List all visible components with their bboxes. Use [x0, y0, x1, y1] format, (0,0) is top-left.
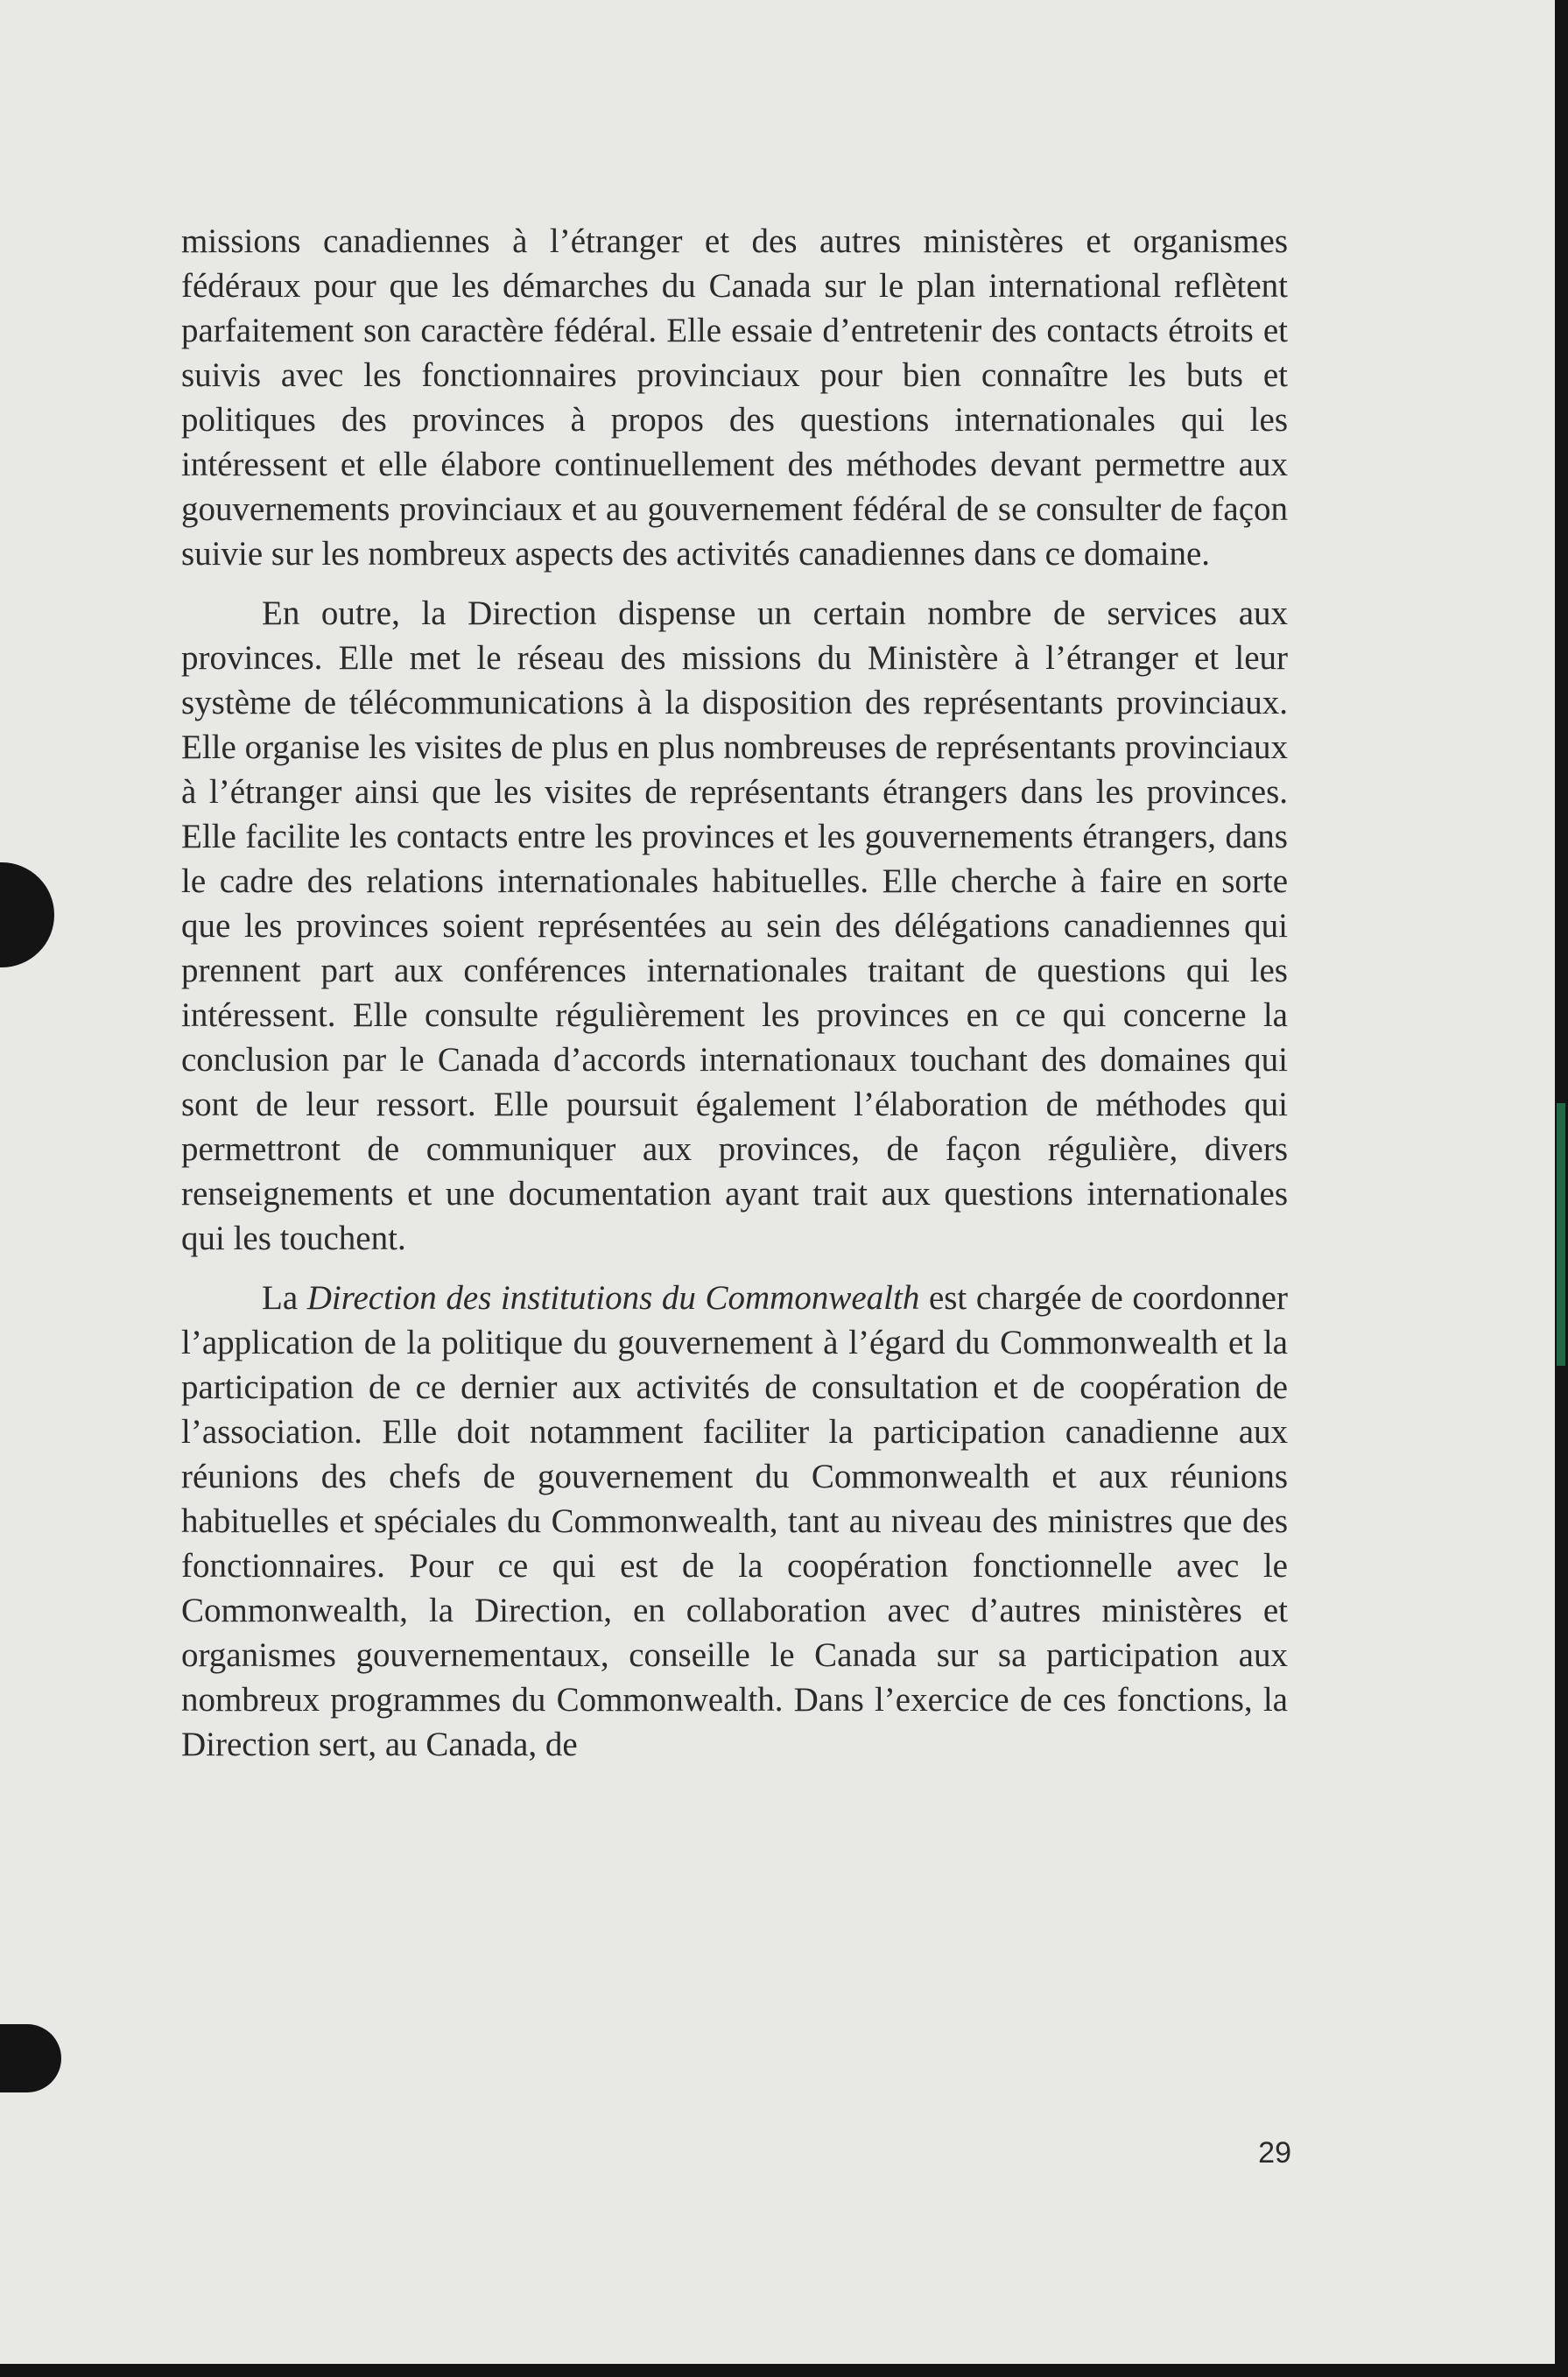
paragraph-1: missions canadiennes à l’étranger et des autres ministères et organismes fédéraux pour que les démarches du Canada sur le plan international reflètent parfaitement son caractère fédéral. Elle essaie d’entretenir des contacts étroits et suivis avec les fonctionnaires provinciaux pour bien connaître les buts et politiques des provinces à propos des questions internationales qui les intéressent et elle élabore continuellement des méthodes devant permettre aux gouvernements provinciaux et au gouvernement fédéral de se consulter de façon suivie sur les nombreux aspects des activités canadiennes dans ce domaine.	[181, 222, 1288, 573]
paragraph-3-rest: est chargée de coordonner l’application de la politique du gouvernement à l’égard du Commonwealth et la participation de ce dernier aux activités de consultation et de coopération de l’association. Elle doit notamment faciliter la participation canadienne aux réunions des chefs de gouvernement du Commonwealth et aux réunions habituelles et spéciales du Commonwealth, tant au niveau des ministres que des fonctionnaires. Pour ce qui est de la coopération fonctionnelle avec le Commonwealth, la Direction, en collaboration avec d’autres ministères et organismes gouvernementaux, conseille le Canada sur sa participation aux nombreux programmes du Commonwealth. Dans l’exercice de ces fonctions, la Direction sert, au Canada, de	[181, 1279, 1288, 1763]
page-edge-tab	[1557, 1103, 1565, 1366]
binder-hole-top	[0, 862, 54, 967]
paragraph-3-italic-term: Direction des institutions du Commonwealth	[306, 1279, 920, 1317]
page-number: 29	[1258, 2136, 1291, 2170]
body-text	[181, 219, 1288, 1782]
binder-hole-bottom	[0, 2024, 61, 2092]
page-edge-bottom	[0, 2364, 1568, 2377]
paragraph-3	[181, 1276, 1288, 1767]
paragraph-3-lead: La	[262, 1279, 307, 1317]
paragraph-2: En outre, la Direction dispense un certain nombre de services aux provinces. Elle met le réseau des missions du Ministère à l’étranger et leur système de télécommunications à la disposition des représentants provinciaux. Elle organise les visites de plus en plus nombreuses de représentants provinciaux à l’étranger ainsi que les visites de représentants étrangers dans les provinces. Elle facilite les contacts entre les provinces et les gouvernements étrangers, dans le cadre des relations internationales habituelles. Elle cherche à faire en sorte que les provinces soient représentées au sein des délégations canadiennes qui prennent part aux conférences internationales traitant de questions qui les intéressent. Elle consulte régulièrement les provinces en ce qui concerne la conclusion par le Canada d’accords internationaux touchant des domaines qui sont de leur ressort. Elle poursuit également l’élaboration de méthodes qui permettront de communiquer aux provinces, de façon régulière, divers renseignements et une documentation ayant trait aux questions internationales qui les touchent.	[181, 594, 1288, 1257]
